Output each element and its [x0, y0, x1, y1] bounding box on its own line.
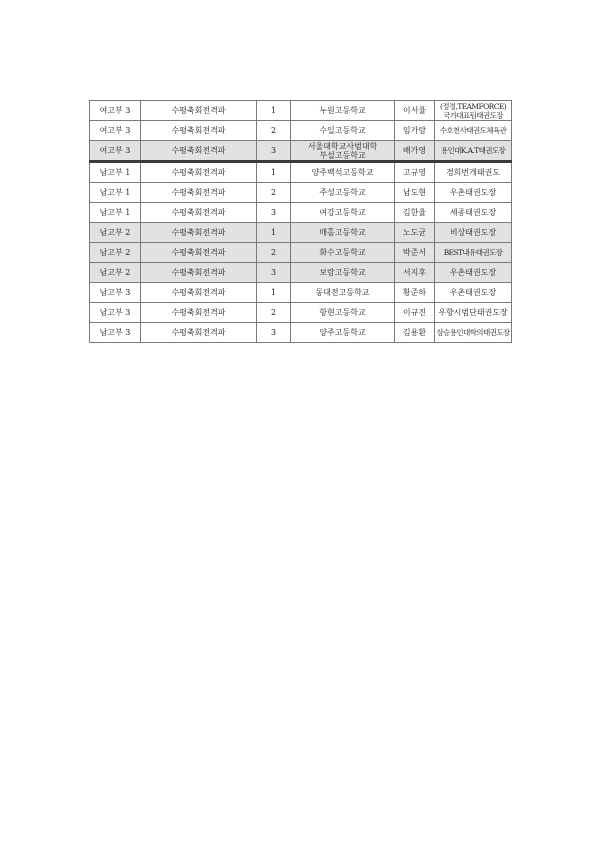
division-cell: 여고부 3 [90, 121, 141, 141]
results-table-body [90, 101, 512, 343]
school-cell: 누원고등학교 [291, 101, 395, 121]
school-line: 부설고등학교 [319, 150, 366, 160]
school-cell: 양주고등학교 [291, 323, 395, 343]
name-cell: 김용환 [395, 323, 435, 343]
rank-cell: 2 [257, 183, 291, 203]
gym-line: 세종태권도장 [449, 208, 497, 217]
school-cell: 주성고등학교 [291, 183, 395, 203]
division-cell: 남고부 3 [90, 303, 141, 323]
table-row [90, 283, 512, 303]
name-cell: 김한율 [395, 203, 435, 223]
gym-cell [435, 203, 512, 223]
rank-cell: 2 [257, 121, 291, 141]
rank-cell: 3 [257, 263, 291, 283]
gym-line: 삼승용인대학의태권도장 [436, 328, 510, 337]
table-row [90, 183, 512, 203]
division-cell: 남고부 2 [90, 223, 141, 243]
gym-line: 우촌태권도장 [449, 188, 497, 197]
name-cell: 이서율 [395, 101, 435, 121]
gym-line: 수호천사태권도체육관 [439, 126, 507, 135]
rank-cell: 3 [257, 141, 291, 162]
table-row [90, 303, 512, 323]
division-cell: 남고부 1 [90, 183, 141, 203]
name-cell: 고규영 [395, 162, 435, 183]
gym-line: 우향시범단태권도장 [438, 308, 508, 317]
table-row [90, 101, 512, 121]
table-row [90, 121, 512, 141]
gym-cell [435, 303, 512, 323]
school-line: 서울대학교사범대학 [307, 141, 378, 151]
event-cell: 수평축회전격파 [141, 303, 257, 323]
division-cell: 여고부 3 [90, 141, 141, 162]
table-row [90, 243, 512, 263]
rank-cell: 2 [257, 243, 291, 263]
gym-line: 경희번개태권도 [445, 168, 501, 177]
name-cell: 박준서 [395, 243, 435, 263]
school-cell [291, 141, 395, 162]
rank-cell: 2 [257, 303, 291, 323]
event-cell: 수평축회전격파 [141, 283, 257, 303]
school-cell: 화수고등학교 [291, 243, 395, 263]
event-cell: 수평축회전격파 [141, 203, 257, 223]
school-cell: 매홀고등학교 [291, 223, 395, 243]
event-cell: 수평축회전격파 [141, 323, 257, 343]
name-cell: 황준하 [395, 283, 435, 303]
event-cell: 수평축회전격파 [141, 263, 257, 283]
rank-cell: 1 [257, 223, 291, 243]
school-cell: 항현고등학교 [291, 303, 395, 323]
gym-line: (정정,TEAMFORCE) [439, 101, 507, 111]
name-cell: 노도균 [395, 223, 435, 243]
name-cell: 배가영 [395, 141, 435, 162]
gym-cell [435, 183, 512, 203]
division-cell: 남고부 3 [90, 323, 141, 343]
event-cell: 수평축회전격파 [141, 223, 257, 243]
gym-cell [435, 101, 512, 121]
table-row [90, 141, 512, 162]
division-cell: 남고부 2 [90, 263, 141, 283]
division-cell: 남고부 1 [90, 162, 141, 183]
gym-cell [435, 223, 512, 243]
school-cell: 보람고등학교 [291, 263, 395, 283]
gym-cell [435, 323, 512, 343]
event-cell: 수평축회전격파 [141, 121, 257, 141]
school-cell: 수일고등학교 [291, 121, 395, 141]
gym-line: 비상태권도장 [449, 228, 497, 237]
division-cell: 남고부 1 [90, 203, 141, 223]
gym-line: BEST내유태권도장 [443, 248, 503, 257]
rank-cell: 1 [257, 283, 291, 303]
gym-cell [435, 263, 512, 283]
rank-cell: 1 [257, 162, 291, 183]
division-cell: 남고부 2 [90, 243, 141, 263]
gym-line: 우촌태권도장 [449, 288, 497, 297]
rank-cell: 3 [257, 203, 291, 223]
table-row [90, 203, 512, 223]
gym-line: 국가대표팀태권도장 [443, 110, 503, 120]
name-cell: 서지후 [395, 263, 435, 283]
rank-cell: 3 [257, 323, 291, 343]
table-row [90, 323, 512, 343]
name-cell: 이규진 [395, 303, 435, 323]
results-table [89, 100, 512, 343]
gym-line: 용인대K.A.T태권도장 [440, 146, 506, 155]
gym-line: 우촌태권도장 [449, 268, 497, 277]
event-cell: 수평축회전격파 [141, 183, 257, 203]
table-row [90, 263, 512, 283]
school-cell: 여강고등학교 [291, 203, 395, 223]
gym-cell [435, 243, 512, 263]
gym-cell [435, 141, 512, 162]
table-row [90, 223, 512, 243]
division-cell: 남고부 3 [90, 283, 141, 303]
name-cell: 임가람 [395, 121, 435, 141]
division-cell: 여고부 3 [90, 101, 141, 121]
event-cell: 수평축회전격파 [141, 243, 257, 263]
gym-cell [435, 162, 512, 183]
name-cell: 남도현 [395, 183, 435, 203]
gym-cell [435, 121, 512, 141]
event-cell: 수평축회전격파 [141, 141, 257, 162]
event-cell: 수평축회전격파 [141, 162, 257, 183]
school-cell: 양주백석고등학교 [291, 162, 395, 183]
table-row [90, 162, 512, 183]
event-cell: 수평축회전격파 [141, 101, 257, 121]
school-cell: 동대전고등학교 [291, 283, 395, 303]
rank-cell: 1 [257, 101, 291, 121]
gym-cell [435, 283, 512, 303]
